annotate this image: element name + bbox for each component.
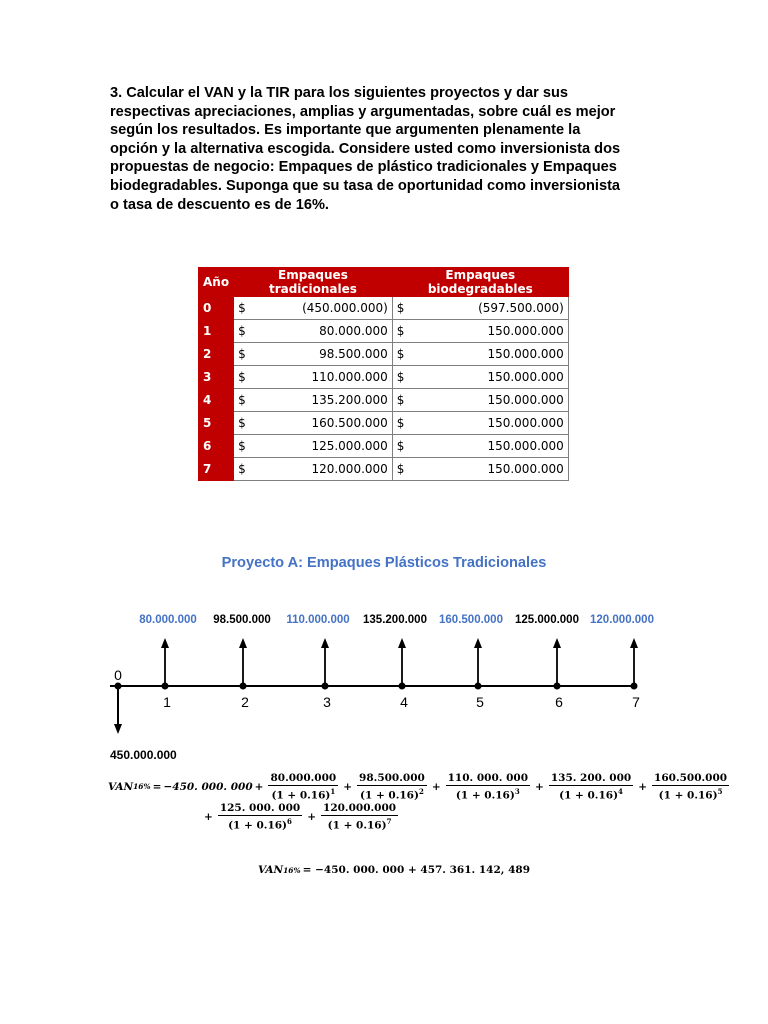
question-line: o tasa de descuento es de 16%. [110,196,329,213]
inflow-arrowhead [239,638,247,648]
fraction-denominator: $(1 + 0.16)^6$ [228,817,292,832]
plus-sign: + [204,810,213,823]
traditional-amount: 98.500.000 [298,343,392,366]
table-row [199,366,569,389]
fraction-term [321,802,398,832]
question-line: respectivas apreciaciones, amplias y argumentadas, sobre cuál es mejor [110,103,616,120]
traditional-amount: (450.000.000) [298,297,392,320]
question-text [110,84,660,214]
fraction-denominator: $(1 + 0.16)^5$ [658,787,723,802]
fraction-denominator: $(1 + 0.16)^2$ [360,787,424,802]
inflow-arrowhead [553,638,561,648]
van-rate-subscript: 16% [133,782,151,792]
period-dot [240,683,247,690]
fraction-denominator: $(1 + 0.16)^4$ [559,787,623,802]
inflow-arrowhead [474,638,482,648]
van-rate-subscript: 16% [283,865,301,875]
currency-cell: $ [234,389,299,412]
question-line: opción y la alternativa escogida. Considere usted como inversionista dos [110,140,621,157]
van-result [258,864,532,876]
fraction-term [357,772,427,802]
period-label: 7 [632,694,640,710]
inflow-arrowhead [161,638,169,648]
table-header-row [199,268,569,297]
currency-cell: $ [392,389,457,412]
year-cell: 4 [199,389,234,412]
period-label: 2 [241,694,249,710]
result-expression: = −450. 000. 000 + 457. 361. 142, 489 [302,864,530,876]
inflow-arrowhead [630,638,638,648]
plus-sign: + [535,780,544,793]
currency-cell: $ [234,458,299,481]
initial-investment: −450. 000. 000 [163,780,253,793]
inflow-label: 125.000.000 [515,614,579,626]
biodegradable-amount: 150.000.000 [457,458,569,481]
currency-cell: $ [234,435,299,458]
period-label: 5 [476,694,484,710]
table-row [199,320,569,343]
period-label: 3 [323,694,331,710]
biodegradable-amount: 150.000.000 [457,366,569,389]
cash-flow-timeline [0,600,768,750]
exponent: 6 [287,817,292,826]
fraction-numerator: 110. 000. 000 [447,772,529,784]
year-cell: 3 [199,366,234,389]
exponent: 4 [618,787,623,796]
inflow-arrowhead [321,638,329,648]
fraction-denominator: $(1 + 0.16)^3$ [455,787,520,802]
fraction-denominator: $(1 + 0.16)^1$ [271,787,336,802]
plus-sign: + [254,780,264,793]
period-label: 4 [400,694,408,710]
year-cell: 1 [199,320,234,343]
fraction-term [268,772,338,802]
period-dot [554,683,561,690]
van-symbol: VAN [258,864,284,876]
fraction-numerator: 160.500.000 [654,772,728,784]
currency-cell: $ [234,320,299,343]
plus-sign: + [431,780,441,793]
question-line: según los resultados. Es importante que argumenten plenamente la [110,122,581,139]
exponent: 3 [514,787,520,796]
year-cell: 6 [199,435,234,458]
currency-cell: $ [234,412,299,435]
biodegradable-amount: 150.000.000 [457,389,569,412]
project-title: Proyecto A: Empaques Plásticos Tradicionales [221,555,547,571]
fraction-term [446,772,530,802]
exponent: 2 [418,787,424,796]
table-row [199,389,569,412]
period-label-0: 0 [114,667,122,683]
fraction-term [549,772,633,802]
currency-cell: $ [234,343,299,366]
inflow-arrowhead [398,638,406,648]
period-label: 6 [555,694,563,710]
fraction-numerator: 135. 200. 000 [550,772,632,784]
inflow-label: 80.000.000 [139,614,197,626]
inflow-label: 110.000.000 [286,614,350,626]
table-row [199,435,569,458]
question-line: propuestas de negocio: Empaques de plástico tradicionales y Empaques [110,159,617,176]
equals-sign: = [152,780,162,793]
table-row [199,297,569,320]
inflow-label: 135.200.000 [363,614,427,626]
fraction-term [218,802,302,832]
currency-cell: $ [392,366,457,389]
currency-cell: $ [234,366,299,389]
currency-cell: $ [392,320,457,343]
traditional-amount: 110.000.000 [298,366,392,389]
fraction-numerator: 120.000.000 [323,802,397,814]
van-equation-line-2 [202,802,401,832]
period-label: 1 [163,694,171,710]
inflow-label: 120.000.000 [590,614,654,626]
year-cell: 2 [199,343,234,366]
fraction-numerator: 80.000.000 [270,772,337,784]
van-symbol: VAN [108,780,134,793]
fraction-numerator: 125. 000. 000 [219,802,301,814]
plus-sign: + [307,810,317,823]
period-dot [162,683,169,690]
outflow-arrowhead [114,724,122,734]
plus-sign: + [343,780,353,793]
plus-sign: + [638,780,648,793]
currency-cell: $ [392,458,457,481]
biodegradable-amount: 150.000.000 [457,412,569,435]
period-dot [399,683,406,690]
traditional-amount: 160.500.000 [298,412,392,435]
biodegradable-amount: 150.000.000 [457,435,569,458]
header-year: Año [199,268,234,297]
table-row [199,343,569,366]
period-dot [322,683,329,690]
period-dot [631,683,638,690]
fraction-term [652,772,729,802]
traditional-amount: 125.000.000 [298,435,392,458]
header-biodegradable: Empaques biodegradables [392,268,568,297]
biodegradable-amount: 150.000.000 [457,343,569,366]
year-cell: 5 [199,412,234,435]
period-dot [475,683,482,690]
traditional-amount: 120.000.000 [298,458,392,481]
traditional-amount: 80.000.000 [298,320,392,343]
year-cell: 7 [199,458,234,481]
currency-cell: $ [392,412,457,435]
biodegradable-amount: 150.000.000 [457,320,569,343]
fraction-numerator: 98.500.000 [359,772,425,784]
exponent: 5 [717,787,723,796]
outflow-label: 450.000.000 [110,748,177,762]
exponent: 7 [386,817,392,826]
exponent: 1 [330,787,336,796]
biodegradable-amount: (597.500.000) [457,297,569,320]
traditional-amount: 135.200.000 [298,389,392,412]
currency-cell: $ [234,297,299,320]
question-line: 3. Calcular el VAN y la TIR para los siguientes proyectos y dar sus [110,85,568,101]
table-row [199,412,569,435]
currency-cell: $ [392,435,457,458]
year-cell: 0 [199,297,234,320]
van-equation-line-1 [108,772,732,802]
table-row [199,458,569,481]
fraction-denominator: $(1 + 0.16)^7$ [327,817,392,832]
inflow-label: 160.500.000 [439,614,503,626]
cash-flow-table [198,267,569,481]
header-traditional: Empaques tradicionales [234,268,393,297]
inflow-label: 98.500.000 [213,614,271,626]
currency-cell: $ [392,297,457,320]
question-line: biodegradables. Suponga que su tasa de oportunidad como inversionista [110,177,621,194]
currency-cell: $ [392,343,457,366]
